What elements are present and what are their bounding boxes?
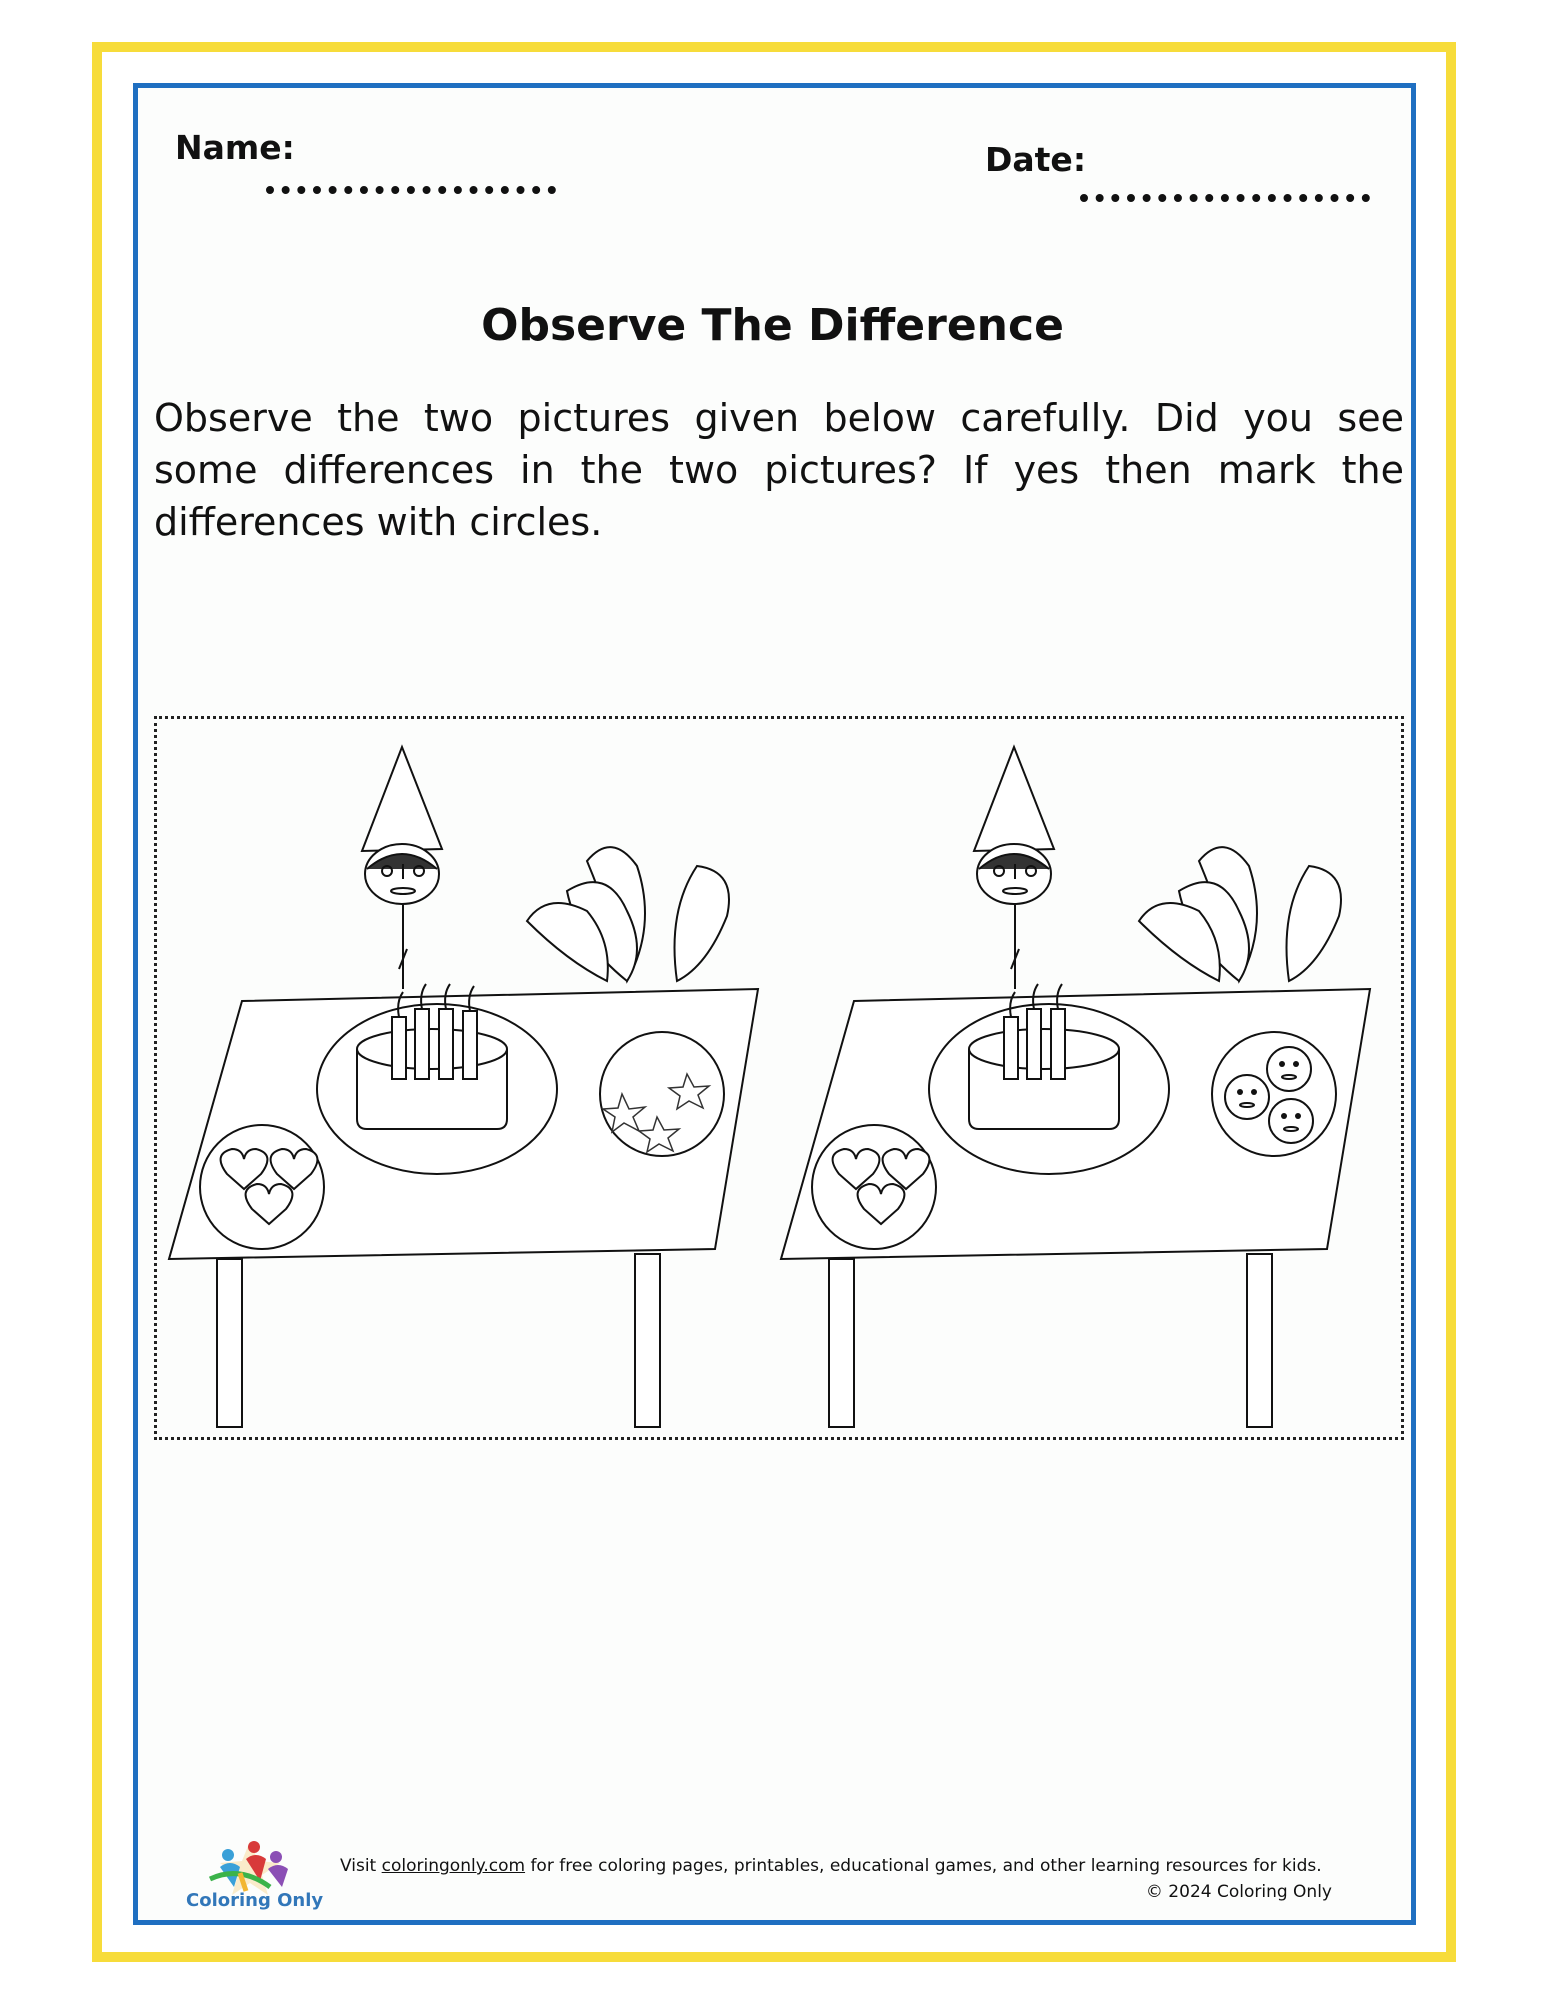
footer-visit-suffix: for free coloring pages, printables, educational games, and other learning resources for kids.: [525, 1856, 1322, 1876]
instructions-text: Observe the two pictures given below carefully. Did you see some differences in the two pictures? If yes then mark the differences with circles.: [154, 396, 1404, 544]
name-label: Name:: [175, 128, 295, 167]
footer-visit-line: [340, 1853, 1332, 1879]
logo-text: Coloring Only: [186, 1890, 324, 1911]
date-answer-line[interactable]: [1080, 194, 1370, 202]
name-answer-line[interactable]: [266, 186, 556, 194]
spot-the-difference-picture-box: [154, 716, 1404, 1440]
coloringonly-link[interactable]: coloringonly.com: [381, 1856, 526, 1876]
footer-visit-prefix: Visit: [340, 1856, 382, 1876]
right-picture: [781, 747, 1370, 1427]
footer: [340, 1853, 1332, 1905]
left-picture: [169, 747, 758, 1427]
page-title: Observe The Difference: [481, 300, 1064, 351]
date-label: Date:: [985, 140, 1087, 179]
copyright-text: © 2024 Coloring Only: [1145, 1882, 1332, 1902]
spot-the-difference-illustration: [157, 719, 1401, 1437]
